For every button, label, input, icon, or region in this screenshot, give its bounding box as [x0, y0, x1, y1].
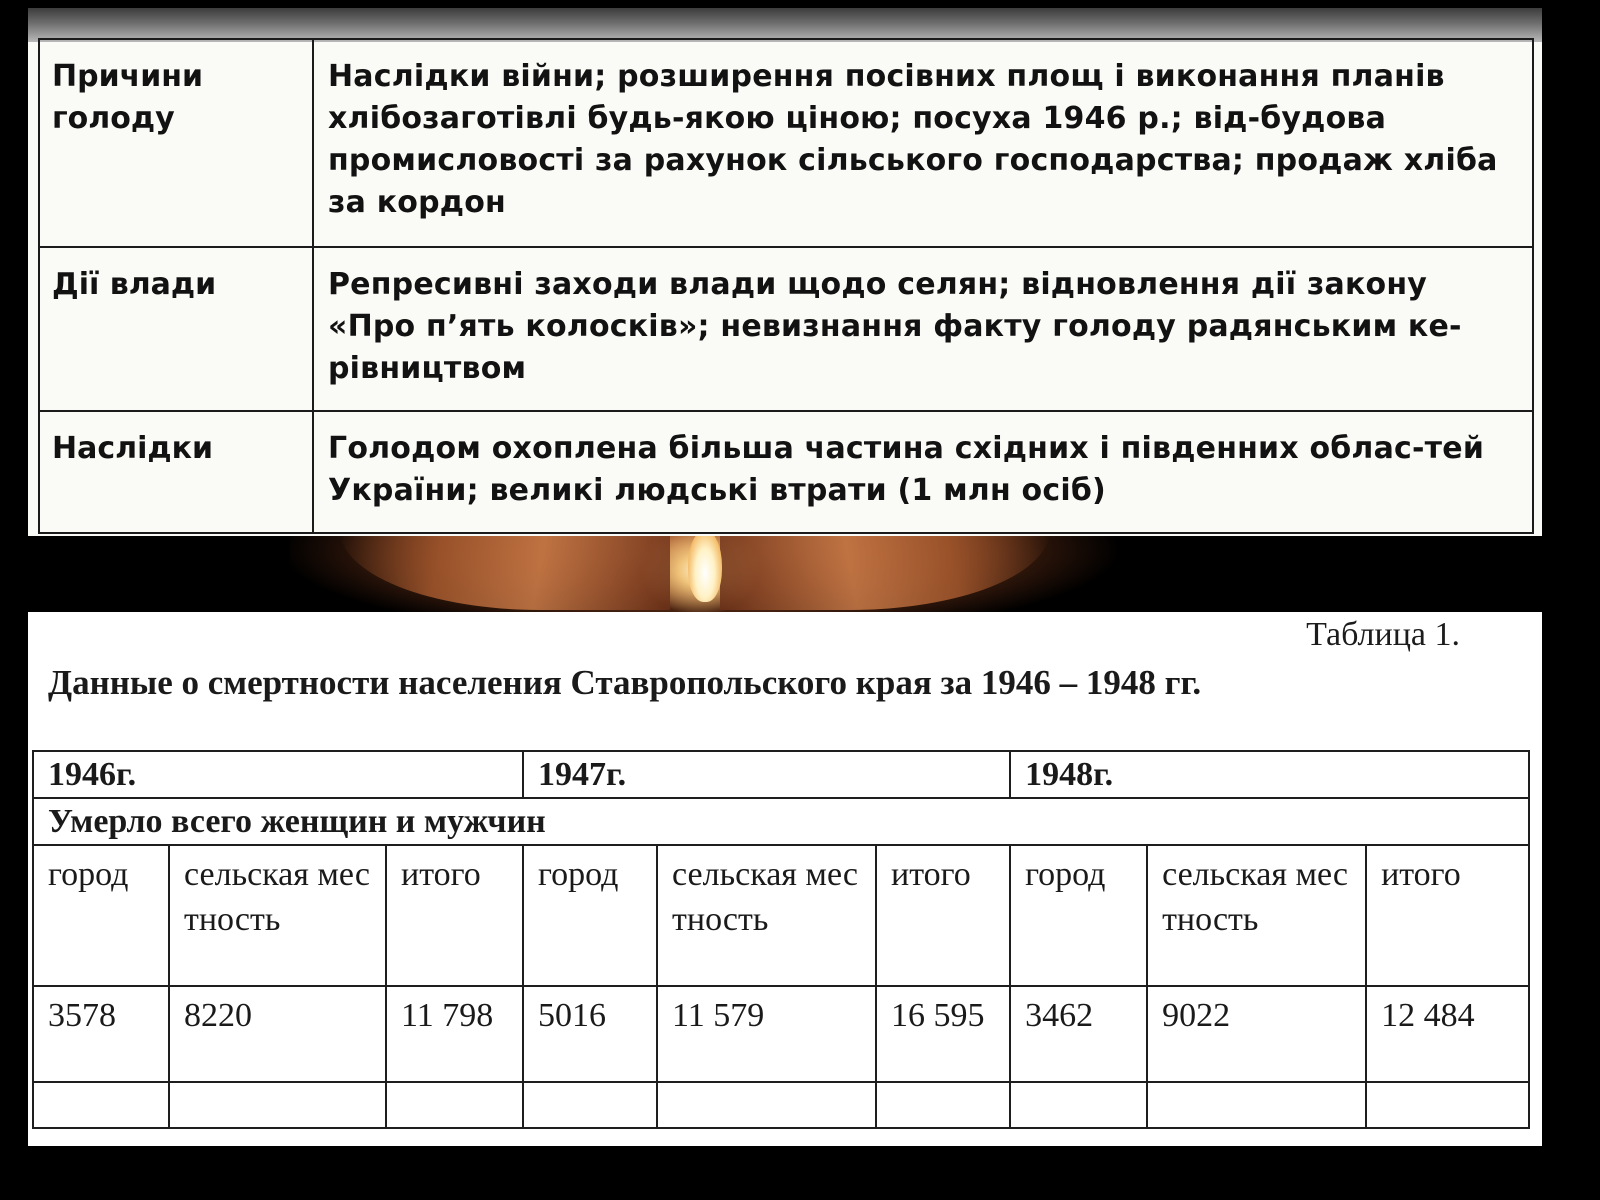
table-cell: 11 579: [657, 986, 876, 1082]
column-header: сельская местность: [169, 845, 386, 986]
table-row: [39, 39, 1533, 247]
column-header: итого: [1366, 845, 1529, 986]
famine-causes-table: [38, 38, 1534, 534]
empty-cell: [169, 1082, 386, 1128]
scan-dark-band: [28, 8, 1542, 42]
row-text-causes: Наслідки війни; розширення посівних площ і виконання планів хлібозаготівлі будь-якою ціною; посуха 1946 р.; від-будова промисловості за рахунок сільського господарства; продаж хліба за кордон: [313, 39, 1533, 247]
table-row: [39, 247, 1533, 411]
table-cell: 16 595: [876, 986, 1010, 1082]
values-row: [33, 986, 1529, 1082]
table-cell: 8220: [169, 986, 386, 1082]
mortality-table: [32, 750, 1530, 1129]
column-header: город: [33, 845, 169, 986]
row-text-consequences: Голодом охоплена більша частина східних і південних облас-тей України; великі людські втрати (1 млн осіб): [313, 411, 1533, 533]
deaths-caption: Умерло всего женщин и мужчин: [33, 798, 1529, 845]
table-title: Данные о смертности населения Ставропольского края за 1946 – 1948 гг.: [48, 663, 1202, 702]
caption-row: [33, 798, 1529, 845]
year-1946: 1946г.: [33, 751, 523, 798]
column-header: город: [1010, 845, 1147, 986]
column-header-row: [33, 845, 1529, 986]
table-cell: 3578: [33, 986, 169, 1082]
row-label-authority-actions: Дії влади: [39, 247, 313, 411]
column-header: сельская местность: [657, 845, 876, 986]
empty-cell: [876, 1082, 1010, 1128]
famine-causes-table-scan: [28, 8, 1542, 536]
table-cell: 5016: [523, 986, 657, 1082]
table-cell: 12 484: [1366, 986, 1529, 1082]
column-header: итого: [386, 845, 523, 986]
table-cell: 11 798: [386, 986, 523, 1082]
empty-cell: [657, 1082, 876, 1128]
empty-cell: [523, 1082, 657, 1128]
empty-cell: [1147, 1082, 1366, 1128]
empty-cell: [386, 1082, 523, 1128]
empty-row: [33, 1082, 1529, 1128]
year-header-row: [33, 751, 1529, 798]
row-label-causes: Причини голоду: [39, 39, 313, 247]
table-number: Таблица 1.: [1306, 616, 1460, 653]
empty-cell: [1366, 1082, 1529, 1128]
column-header: город: [523, 845, 657, 986]
table-cell: 3462: [1010, 986, 1147, 1082]
year-1947: 1947г.: [523, 751, 1010, 798]
table-cell: 9022: [1147, 986, 1366, 1082]
candle-flame: [688, 530, 722, 602]
empty-cell: [33, 1082, 169, 1128]
row-text-authority-actions: Репресивні заходи влади щодо селян; відновлення дії закону «Про п’ять колосків»; невизнання факту голоду радянським ке-рівництвом: [313, 247, 1533, 411]
year-1948: 1948г.: [1010, 751, 1529, 798]
mortality-table-page: [28, 612, 1542, 1146]
row-label-consequences: Наслідки: [39, 411, 313, 533]
column-header: сельская местность: [1147, 845, 1366, 986]
column-header: итого: [876, 845, 1010, 986]
table-row: [39, 411, 1533, 533]
empty-cell: [1010, 1082, 1147, 1128]
